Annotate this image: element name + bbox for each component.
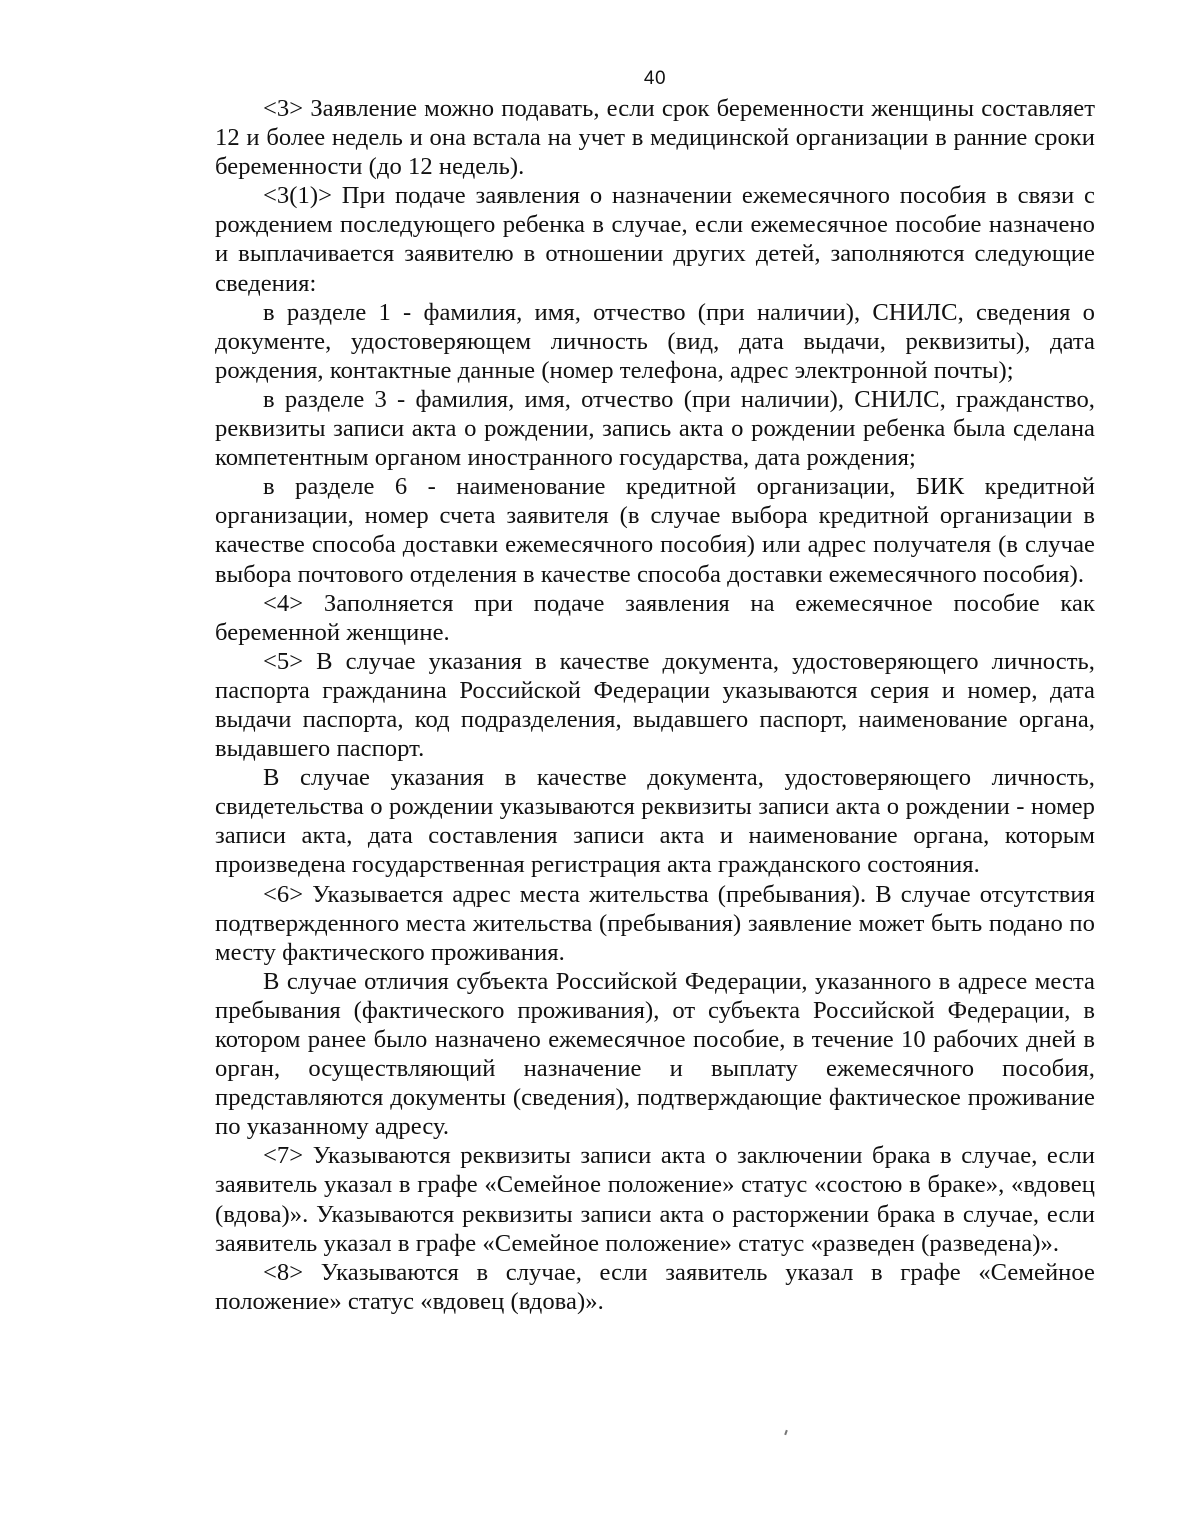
footnote-3: <3> Заявление можно подавать, если срок беременности женщины составляет 12 и более недель и она встала на учет в медицинской организации в ранние сроки беременности (до 12 недель). (215, 95, 1095, 181)
footnote-5-birth-certificate: В случае указания в качестве документа, удостоверяющего личность, свидетельства о рождении указываются реквизиты записи акта о рождении - номер записи акта, дата составления записи акта и наименование органа, которым произведена государственная регистрация акта гражданского состояния. (215, 764, 1095, 879)
footnote-7: <7> Указываются реквизиты записи акта о заключении брака в случае, если заявитель указал в графе «Семейное положение» статус «состою в браке», «вдовец (вдова)». Указываются реквизиты записи акта о расторжении брака в случае, если заявитель указал в графе «Семейное положение» статус «разведен (разведена)». (215, 1142, 1095, 1257)
footnote-6-region-change: В случае отличия субъекта Российской Федерации, указанного в адресе места пребывания (фактического проживания), от субъекта Российской Федерации, в котором ранее было назначено ежемесячное пособие, в течение 10 рабочих дней в орган, осуществляющий назначение и выплату ежемесячного пособия, представляются документы (сведения), подтверждающие фактическое проживание по указанному адресу. (215, 967, 1095, 1141)
footnote-5: <5> В случае указания в качестве документа, удостоверяющего личность, паспорта гражданина Российской Федерации указываются серия и номер, дата выдачи паспорта, код подразделения, выдавшего паспорт, наименование органа, выдавшего паспорт. (215, 647, 1095, 763)
footnote-4: <4> Заполняется при подаче заявления на ежемесячное пособие как беременной женщине. (215, 589, 1095, 646)
footnote-6: <6> Указывается адрес места жительства (пребывания). В случае отсутствия подтвержденного места жительства (пребывания) заявление может быть подано по месту фактического проживания. (215, 880, 1095, 966)
section-1-details: в разделе 1 - фамилия, имя, отчество (при наличии), СНИЛС, сведения о документе, удостоверяющем личность (вид, дата выдачи, реквизиты), дата рождения, контактные данные (номер телефона, адрес электронной почты); (215, 298, 1095, 384)
footnote-8: <8> Указываются в случае, если заявитель указал в графе «Семейное положение» статус «вдовец (вдова)». (215, 1258, 1095, 1315)
page-number: 40 (643, 68, 667, 89)
scan-speck (784, 1430, 788, 1435)
section-3-details: в разделе 3 - фамилия, имя, отчество (при наличии), СНИЛС, гражданство, реквизиты записи акта о рождении, запись акта о рождении ребенка была сделана компетентным органом иностранного государства, дата рождения; (215, 385, 1095, 472)
footnote-3-1: <3(1)> При подаче заявления о назначении ежемесячного пособия в связи с рождением последующего ребенка в случае, если ежемесячное пособие назначено и выплачивается заявителю в отношении других детей, заполняются следующие сведения: (215, 182, 1095, 297)
document-body (215, 94, 1095, 1316)
section-6-details: в разделе 6 - наименование кредитной организации, БИК кредитной организации, номер счета заявителя (в случае выбора кредитной организации в качестве способа доставки ежемесячного пособия) или адрес получателя (в случае выбора почтового отделения в качестве способа доставки ежемесячного пособия). (215, 473, 1095, 588)
